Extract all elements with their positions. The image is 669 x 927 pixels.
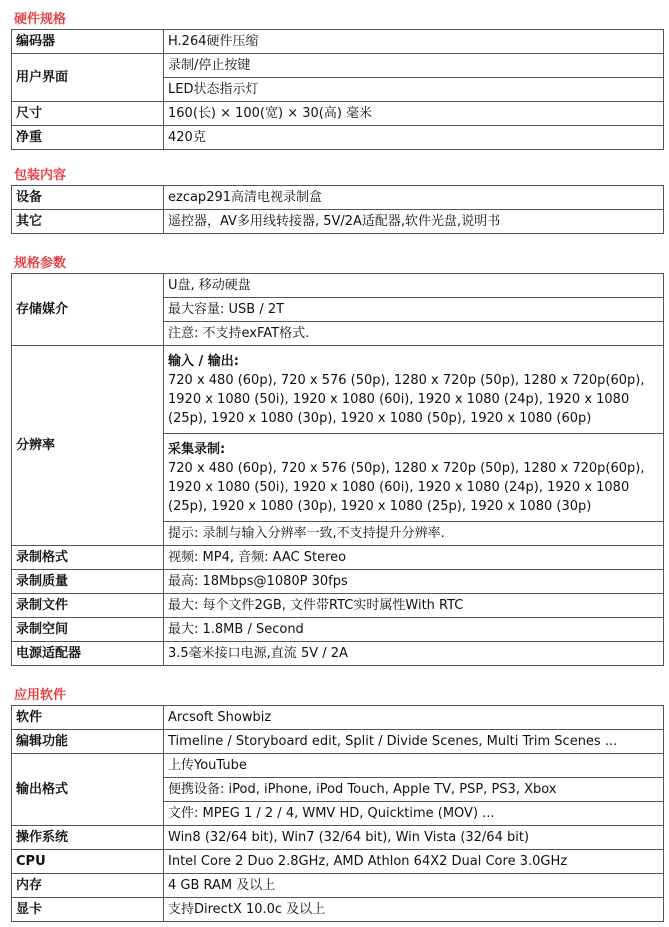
other-value: 遥控器，AV多用线转接器, 5V/2A适配器,软件光盘,说明书 [164, 210, 664, 234]
hardware-section-title: 硬件规格 [14, 12, 67, 27]
resolution-rec-label: 采集录制: [168, 441, 226, 457]
size-label: 尺寸 [12, 102, 164, 126]
resolution-rec [164, 434, 664, 522]
quality-value: 最高: 18Mbps@1080P 30fps [164, 570, 664, 594]
gpu-value: 支持DirectX 10.0c 及以上 [164, 898, 664, 922]
format-label: 录制格式 [12, 546, 164, 570]
file-label: 录制文件 [12, 594, 164, 618]
storage-value-2: 最大容量: USB / 2T [164, 298, 664, 322]
spec-table [11, 273, 664, 666]
resolution-tip: 提示: 录制与输入分辨率一致,不支持提升分辨率. [164, 522, 664, 546]
package-table [11, 185, 664, 234]
weight-label: 净重 [12, 126, 164, 150]
cpu-value: Intel Core 2 Duo 2.8GHz, AMD Athlon 64X2 Dual Core 3.0GHz [164, 850, 664, 874]
sw-label: 软件 [12, 706, 164, 730]
resolution-io [164, 346, 664, 434]
power-value: 3.5毫米接口电源,直流 5V / 2A [164, 642, 664, 666]
resolution-io-text: 720 x 480 (60p), 720 x 576 (50p), 1280 x 720p (50p), 1280 x 720p(60p), 1920 x 1080 (50i), 1920 x 1080 (60i), 1920 x 1080 (24p), 1920 x 1080 (25p), 1920 x 1080 (30p), 1920 x 1080 (50p), 1920 x 1080 (60p) [168, 372, 645, 426]
space-value: 最大: 1.8MB / Second [164, 618, 664, 642]
space-label: 录制空间 [12, 618, 164, 642]
edit-value: Timeline / Storyboard edit, Split / Divide Scenes, Multi Trim Scenes ... [164, 730, 664, 754]
format-value: 视频: MP4, 音频: AAC Stereo [164, 546, 664, 570]
size-value: 160(长) × 100(宽) × 30(高) 毫米 [164, 102, 664, 126]
resolution-rec-text: 720 x 480 (60p), 720 x 576 (50p), 1280 x 720p (50p), 1280 x 720p(60p), 1920 x 1080 (50i), 1920 x 1080 (60i), 1920 x 1080 (24p), 1920 x 1080 (25p), 1920 x 1080 (30p), 1920 x 1080 (25p), 1920 x 1080 (30p) [168, 460, 645, 514]
gpu-label: 显卡 [12, 898, 164, 922]
encoder-label: 编码器 [12, 30, 164, 54]
software-section-title: 应用软件 [14, 688, 67, 703]
output-value-1: 上传YouTube [164, 754, 664, 778]
resolution-io-label: 输入 / 输出: [168, 353, 239, 369]
storage-value-3: 注意: 不支持exFAT格式. [164, 322, 664, 346]
weight-value: 420克 [164, 126, 664, 150]
output-value-3: 文件: MPEG 1 / 2 / 4, WMV HD, Quicktime (MOV) ... [164, 802, 664, 826]
os-label: 操作系统 [12, 826, 164, 850]
power-label: 电源适配器 [12, 642, 164, 666]
storage-value-1: U盘, 移动硬盘 [164, 274, 664, 298]
os-value: Win8 (32/64 bit), Win7 (32/64 bit), Win Vista (32/64 bit) [164, 826, 664, 850]
resolution-label: 分辨率 [12, 346, 164, 546]
device-label: 设备 [12, 186, 164, 210]
encoder-value: H.264硬件压缩 [164, 30, 664, 54]
ui-value-2: LED状态指示灯 [164, 78, 664, 102]
sw-value: Arcsoft Showbiz [164, 706, 664, 730]
spec-section-title: 规格参数 [14, 256, 67, 271]
file-value: 最大: 每个文件2GB, 文件带RTC实时属性With RTC [164, 594, 664, 618]
ram-label: 内存 [12, 874, 164, 898]
output-label: 输出格式 [12, 754, 164, 826]
quality-label: 录制质量 [12, 570, 164, 594]
edit-label: 编辑功能 [12, 730, 164, 754]
hardware-table [11, 29, 664, 150]
storage-label: 存储媒介 [12, 274, 164, 346]
ui-value-1: 录制/停止按键 [164, 54, 664, 78]
cpu-label: CPU [12, 850, 164, 874]
software-table [11, 705, 664, 922]
ram-value: 4 GB RAM 及以上 [164, 874, 664, 898]
other-label: 其它 [12, 210, 164, 234]
device-value: ezcap291高清电视录制盒 [164, 186, 664, 210]
output-value-2: 便携设备: iPod, iPhone, iPod Touch, Apple TV, PSP, PS3, Xbox [164, 778, 664, 802]
ui-label: 用户界面 [12, 54, 164, 102]
package-section-title: 包装内容 [14, 168, 67, 183]
